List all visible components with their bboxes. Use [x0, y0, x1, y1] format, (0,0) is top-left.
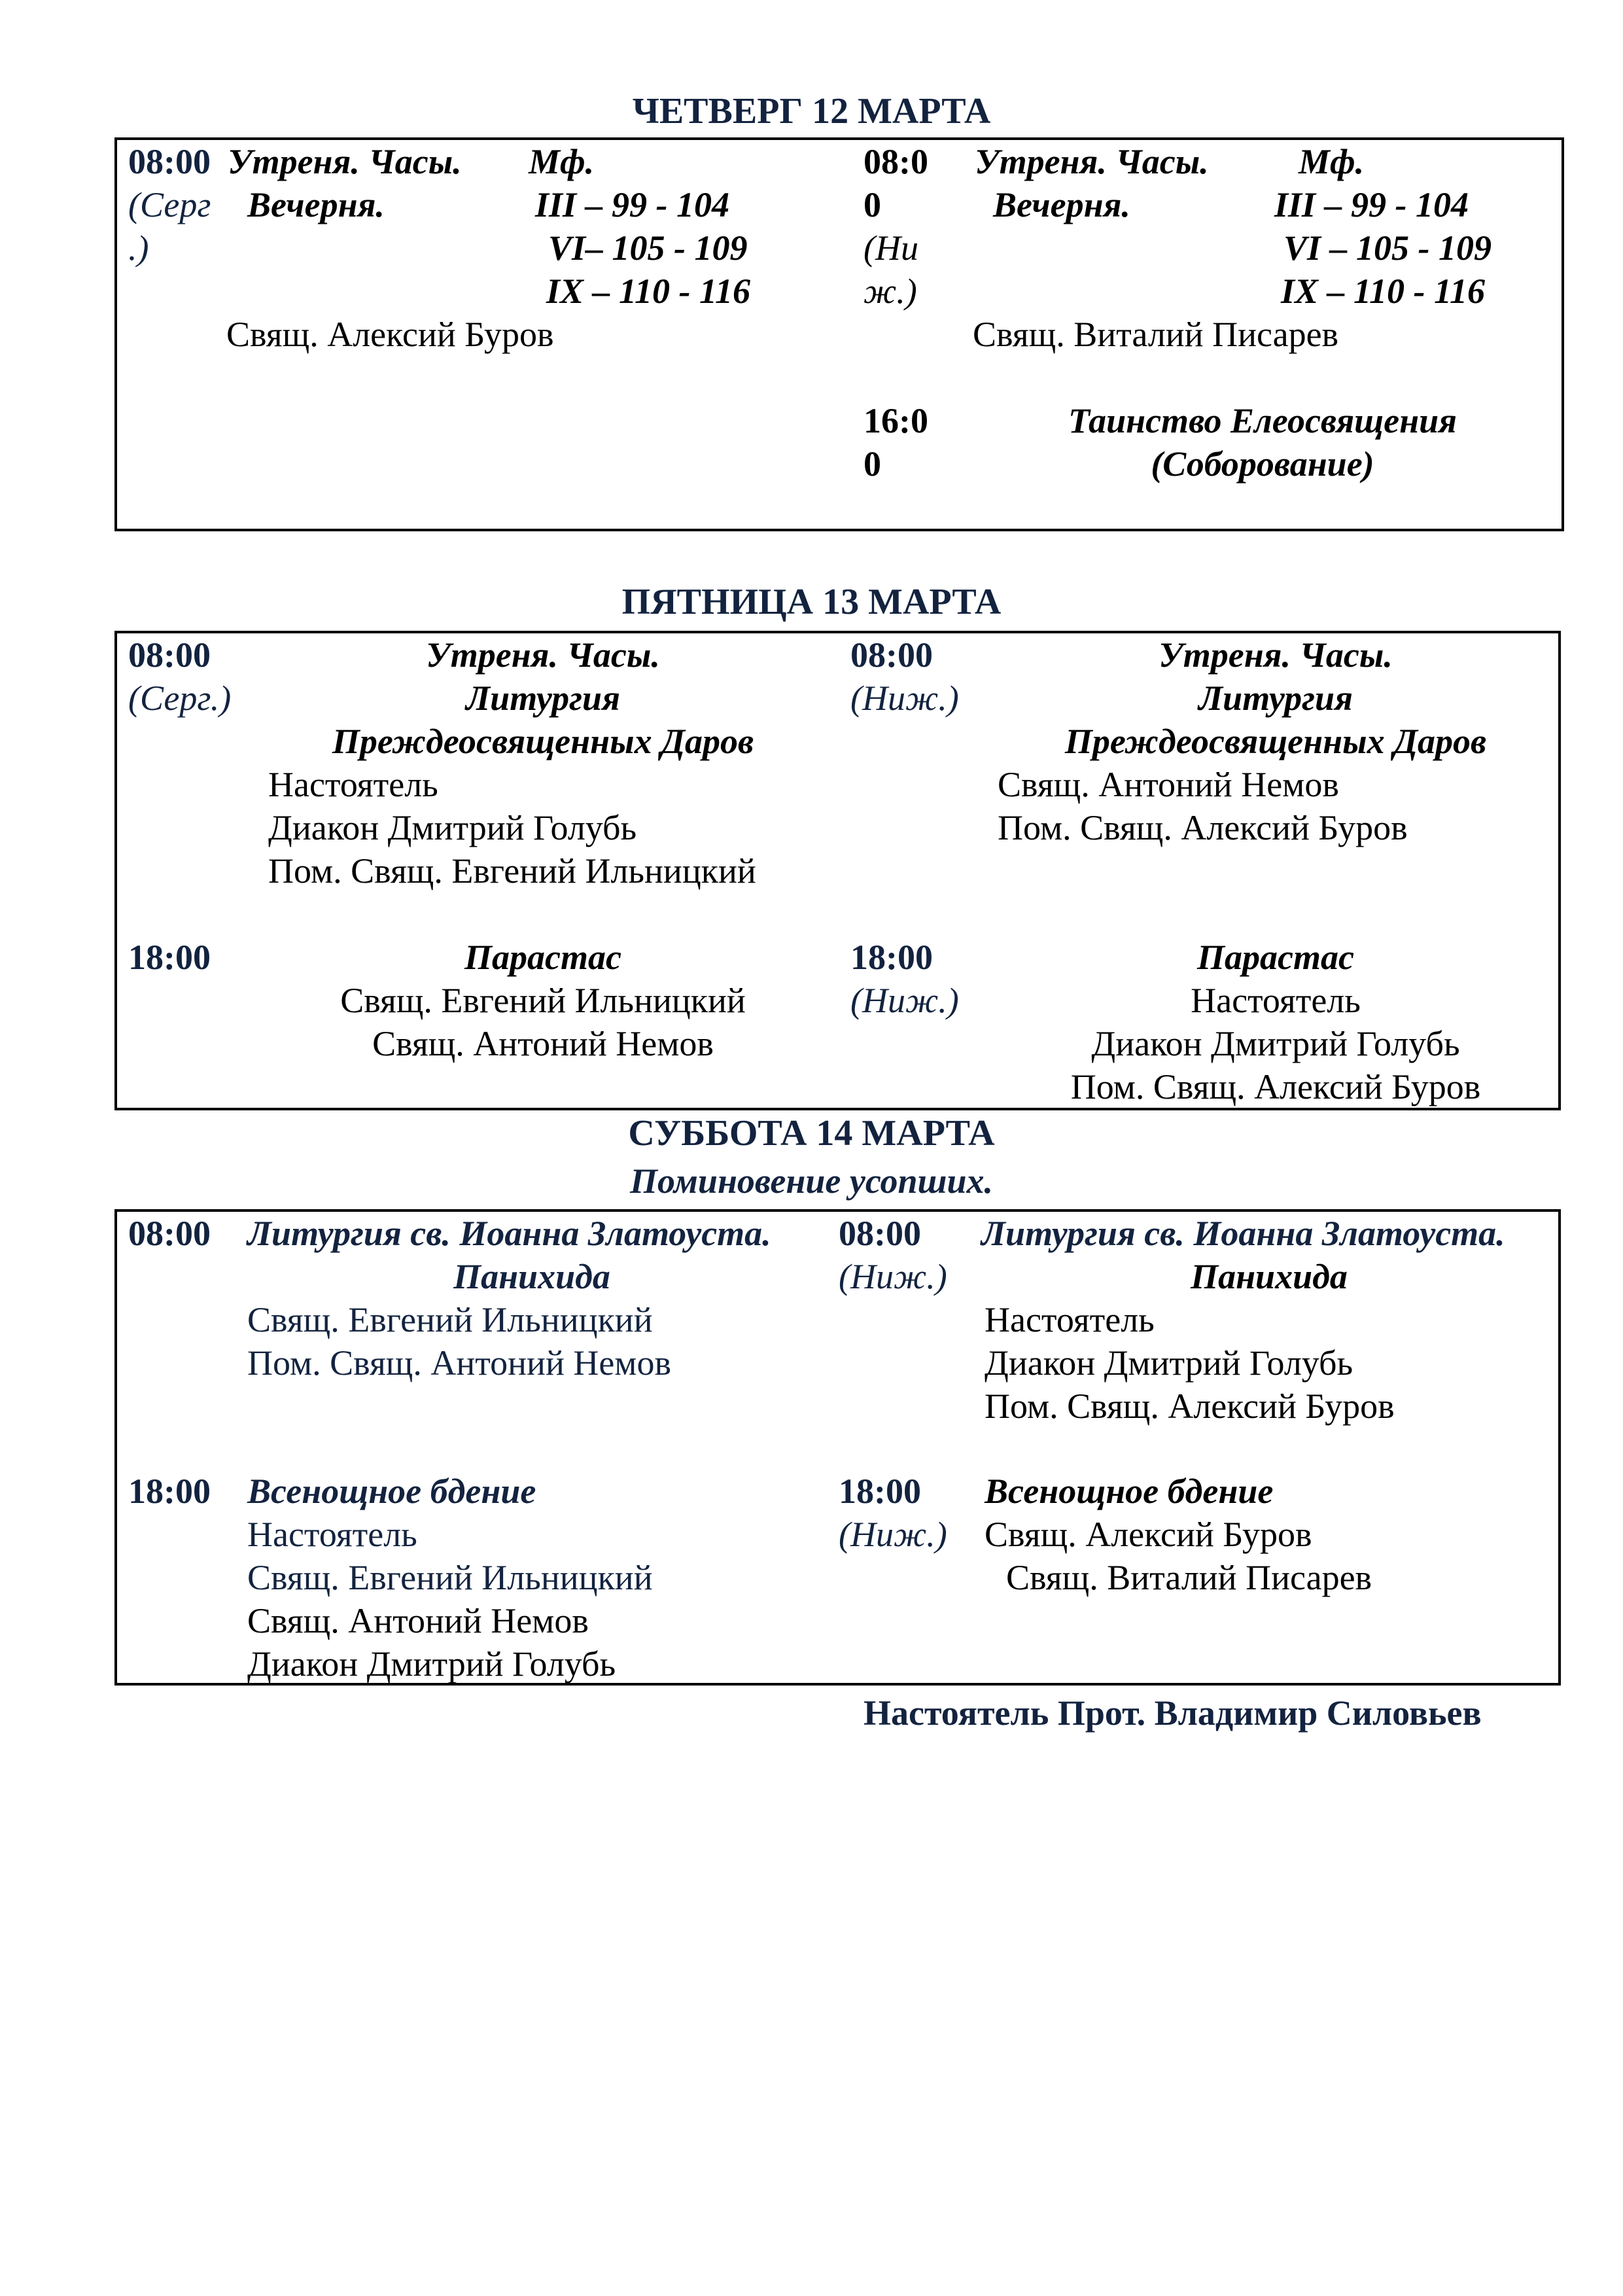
place-friday-right: (Ниж.) — [850, 679, 959, 718]
service-saturday-right-evening: Всенощное бдение — [985, 1472, 1274, 1511]
time-thursday-right-cont: 0 — [864, 185, 881, 224]
service-friday-right: Преждеосвященных Даров — [1064, 722, 1487, 761]
place-saturday-right: (Ниж.) — [839, 1257, 947, 1296]
time-thursday-right: 08:0 — [864, 142, 928, 181]
clergy-saturday-left: Пом. Свящ. Антоний Немов — [247, 1343, 671, 1383]
time-friday-right-evening: 18:00 — [850, 938, 933, 977]
service-friday-left: Утреня. Часы. — [426, 635, 660, 675]
service-thursday-right-2: Вечерня. — [993, 185, 1130, 224]
service-thursday-evening-2: (Соборование) — [1151, 444, 1374, 484]
time-friday-left: 08:00 — [128, 635, 211, 675]
service-friday-right: Утреня. Часы. — [1159, 635, 1393, 675]
service-friday-left-evening: Парастас — [464, 938, 621, 977]
service-friday-right-evening: Парастас — [1197, 938, 1354, 977]
clergy-friday-left: Настоятель — [268, 765, 438, 804]
clergy-saturday-left-evening: Настоятель — [247, 1515, 417, 1554]
time-thursday-evening: 16:0 — [864, 401, 928, 440]
service-friday-right: Литургия — [1198, 679, 1353, 718]
reading-label-thursday-left: Мф. — [529, 142, 595, 181]
clergy-saturday-left: Свящ. Евгений Ильницкий — [247, 1300, 653, 1339]
clergy-friday-right-evening: Диакон Дмитрий Голубь — [1091, 1024, 1460, 1063]
reading-thursday-left: IX – 110 - 116 — [546, 272, 751, 311]
service-saturday-left: Панихида — [453, 1257, 610, 1296]
clergy-friday-right: Свящ. Антоний Немов — [998, 765, 1339, 804]
reading-label-thursday-right: Мф. — [1299, 142, 1365, 181]
service-friday-left: Преждеосвященных Даров — [332, 722, 754, 761]
time-saturday-right: 08:00 — [839, 1214, 921, 1253]
place-saturday-right-evening: (Ниж.) — [839, 1515, 947, 1554]
day-title-friday: ПЯТНИЦА 13 МАРТА — [621, 582, 1002, 622]
clergy-saturday-left-evening: Свящ. Евгений Ильницкий — [247, 1558, 653, 1597]
clergy-saturday-left-evening: Диакон Дмитрий Голубь — [247, 1644, 616, 1684]
place-thursday-right: (Ни — [864, 228, 918, 268]
clergy-thursday-left: Свящ. Алексий Буров — [226, 315, 554, 354]
clergy-saturday-right: Диакон Дмитрий Голубь — [985, 1343, 1353, 1383]
place-friday-right-evening: (Ниж.) — [850, 981, 959, 1020]
service-thursday-right: Утреня. Часы. — [975, 142, 1209, 181]
clergy-friday-left-evening: Свящ. Антоний Немов — [372, 1024, 714, 1063]
clergy-saturday-right: Пом. Свящ. Алексий Буров — [985, 1386, 1395, 1426]
reading-thursday-left: III – 99 - 104 — [535, 185, 730, 224]
clergy-saturday-left-evening: Свящ. Антоний Немов — [247, 1601, 589, 1640]
clergy-friday-right: Пом. Свящ. Алексий Буров — [998, 808, 1408, 847]
clergy-saturday-right-evening: Свящ. Алексий Буров — [985, 1515, 1312, 1554]
clergy-friday-right-evening: Пом. Свящ. Алексий Буров — [1070, 1067, 1481, 1106]
time-saturday-right-evening: 18:00 — [839, 1472, 921, 1511]
place-thursday-left: (Серг — [128, 185, 211, 224]
service-saturday-left-evening: Всенощное бдение — [247, 1472, 536, 1511]
signature: Настоятель Прот. Владимир Силовьев — [864, 1693, 1482, 1733]
clergy-friday-left: Диакон Дмитрий Голубь — [268, 808, 637, 847]
clergy-saturday-right: Настоятель — [985, 1300, 1155, 1339]
clergy-friday-left: Пом. Свящ. Евгений Ильницкий — [268, 851, 756, 891]
time-thursday-evening-cont: 0 — [864, 444, 881, 484]
time-saturday-left-evening: 18:00 — [128, 1472, 211, 1511]
time-thursday-left: 08:00 — [128, 142, 211, 181]
place-thursday-right-cont: ж.) — [864, 272, 917, 311]
time-friday-left-evening: 18:00 — [128, 938, 211, 977]
service-friday-left: Литургия — [466, 679, 620, 718]
reading-thursday-right: IX – 110 - 116 — [1281, 272, 1486, 311]
clergy-saturday-right-evening: Свящ. Виталий Писарев — [1006, 1558, 1372, 1597]
service-saturday-right: Панихида — [1191, 1257, 1348, 1296]
service-thursday-left-2: Вечерня. — [247, 185, 385, 224]
clergy-friday-right-evening: Настоятель — [1191, 981, 1361, 1020]
day-subtitle-saturday: Поминовение усопших. — [629, 1161, 993, 1201]
service-thursday-evening: Таинство Елеосвящения — [1068, 401, 1457, 440]
service-saturday-right: Литургия св. Иоанна Златоуста. — [981, 1214, 1505, 1253]
service-saturday-left: Литургия св. Иоанна Златоуста. — [247, 1214, 771, 1253]
day-title-thursday: ЧЕТВЕРГ 12 МАРТА — [632, 91, 991, 132]
time-friday-right: 08:00 — [850, 635, 933, 675]
service-thursday-left: Утреня. Часы. — [228, 142, 462, 181]
place-friday-left: (Серг.) — [128, 679, 232, 718]
reading-thursday-right: VI – 105 - 109 — [1283, 228, 1492, 268]
clergy-thursday-right: Свящ. Виталий Писарев — [973, 315, 1339, 354]
place-thursday-left-cont: .) — [128, 228, 149, 268]
day-title-saturday: СУББОТА 14 МАРТА — [628, 1113, 995, 1154]
time-saturday-left: 08:00 — [128, 1214, 211, 1253]
reading-thursday-right: III – 99 - 104 — [1274, 185, 1469, 224]
clergy-friday-left-evening: Свящ. Евгений Ильницкий — [340, 981, 746, 1020]
reading-thursday-left: VI– 105 - 109 — [548, 228, 748, 268]
